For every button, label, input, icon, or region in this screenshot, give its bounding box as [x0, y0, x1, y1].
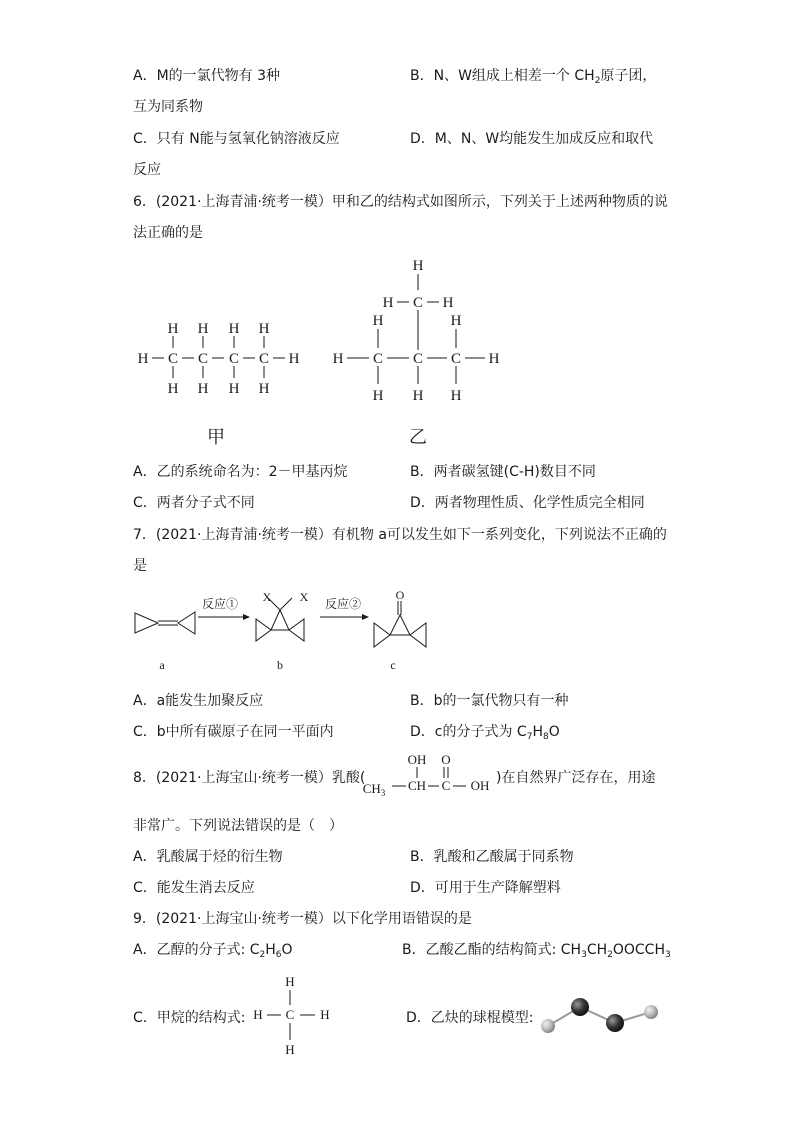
- butane-structure: [138, 321, 300, 397]
- compound-c: [374, 601, 426, 647]
- atom-h: H: [167, 381, 179, 397]
- q9-option-b-sub-2: 2: [607, 950, 613, 960]
- compound-b: [256, 598, 304, 641]
- atom-h: H: [382, 295, 394, 311]
- oh-label: OH: [407, 752, 427, 767]
- q5-option-b-wrap: 互为同系物: [133, 99, 203, 115]
- atom-c: C: [450, 351, 462, 367]
- ch3-subscript: 3: [380, 788, 386, 798]
- q6-option-a: A．乙的系统命名为：2－甲基丙烷: [133, 464, 348, 480]
- q7-option-a: A．a能发生加聚反应: [133, 693, 264, 709]
- ch3-label: [363, 781, 386, 798]
- ch-label: CH: [407, 778, 427, 793]
- atom-h: H: [285, 974, 295, 989]
- q7-option-b: B．b的一氯代物只有一种: [410, 693, 569, 709]
- q7-option-c: C．b中所有碳原子在同一平面内: [133, 724, 334, 740]
- atom-h: H: [288, 351, 300, 367]
- oh-label: OH: [470, 778, 490, 793]
- q9-option-b-sub-1: 3: [581, 950, 587, 960]
- q9-option-a: [133, 941, 293, 964]
- reaction-1-label: 反应①: [201, 597, 239, 611]
- q9-option-b-text-mid-1: CH: [586, 942, 608, 958]
- q9-option-b-text-mid-2: OOCCH: [612, 942, 665, 958]
- reaction-2-label: 反应②: [324, 597, 362, 611]
- q6-option-b: B．两者碳氢键(C-H)数目不同: [410, 464, 596, 480]
- hydrogen-ball: [644, 1005, 658, 1019]
- q5-option-b-text-1: B．N、W组成上相差一个 CH: [410, 68, 595, 84]
- atom-h: H: [488, 351, 500, 367]
- q9-stem: 9．(2021·上海宝山·统考一模）以下化学用语错误的是: [133, 911, 472, 927]
- ch3-text: CH: [362, 781, 381, 796]
- atom-h: H: [137, 351, 149, 367]
- q7-option-d-text-mid: H: [532, 724, 543, 740]
- q5-option-c: C．只有 N能与氢氧化钠溶液反应: [133, 131, 340, 147]
- q9-option-a-text-mid: H: [265, 942, 276, 958]
- lactic-acid-structure: [358, 750, 498, 800]
- atom-c: C: [285, 1007, 295, 1022]
- atom-h: H: [253, 1007, 263, 1022]
- q6-structure-figure: [0, 250, 794, 480]
- label-jia: 甲: [207, 427, 225, 447]
- x-label: X: [299, 590, 309, 604]
- atom-c: C: [372, 351, 384, 367]
- q5-option-b: [410, 67, 656, 90]
- atom-h: H: [228, 381, 240, 397]
- isobutane-structure: [333, 258, 500, 404]
- x-label: X: [262, 590, 272, 604]
- q5-option-d: D．M、N、W均能发生加成反应和取代: [410, 131, 654, 147]
- atom-h: H: [442, 295, 454, 311]
- atom-c: C: [228, 351, 240, 367]
- c-label: C: [441, 778, 451, 793]
- atom-c: C: [412, 351, 424, 367]
- atom-h: H: [228, 321, 240, 337]
- label-c: c: [390, 658, 396, 672]
- q9-option-b: [402, 941, 671, 964]
- atom-h: H: [197, 381, 209, 397]
- q7-option-d-sub-1: 7: [526, 732, 533, 742]
- atom-h: H: [197, 321, 209, 337]
- q9-option-a-text-2: O: [281, 942, 293, 958]
- atom-h: H: [372, 388, 384, 404]
- q8-option-a: A．乳酸属于烃的衍生物: [133, 849, 283, 865]
- atom-h: H: [412, 388, 424, 404]
- q7-option-d-sub-2: 8: [542, 732, 549, 742]
- atom-h: H: [450, 313, 462, 329]
- atom-h: H: [372, 313, 384, 329]
- q7-option-d-text-1: D．c的分子式为 C: [410, 724, 527, 740]
- q8-stem-pre: 8．(2021·上海宝山·统考一模）乳酸(: [133, 770, 366, 786]
- q8-stem-line-2: 非常广。下列说法错误的是（ ）: [133, 818, 343, 834]
- q9-option-a-sub-2: 6: [275, 950, 282, 960]
- q8-option-b: B．乳酸和乙酸属于同系物: [410, 849, 574, 865]
- carbon-ball: [606, 1014, 624, 1032]
- label-b: b: [277, 658, 283, 672]
- q7-reaction-scheme: [0, 585, 794, 675]
- q5-option-d-wrap: 反应: [133, 162, 161, 178]
- q7-option-d: [410, 723, 560, 746]
- q5-option-b-text-2: 原子团，: [600, 68, 657, 84]
- methane-structure: [246, 972, 336, 1062]
- atom-h: H: [412, 258, 424, 274]
- hydrogen-ball: [541, 1019, 555, 1033]
- atom-h: H: [332, 351, 344, 367]
- q8-option-d: D．可用于生产降解塑料: [410, 880, 561, 896]
- q9-option-b-text-1: B．乙酸乙酯的结构简式: CH: [402, 942, 582, 958]
- q8-option-c: C．能发生消去反应: [133, 880, 255, 896]
- carbon-ball: [571, 998, 589, 1016]
- q9-option-a-text-1: A．乙醇的分子式: C: [133, 942, 260, 958]
- q9-option-b-sub-3: 3: [664, 950, 671, 960]
- atom-h: H: [450, 388, 462, 404]
- q9-option-c: C．甲烷的结构式:: [133, 1010, 246, 1026]
- atom-h: H: [258, 321, 270, 337]
- q7-option-d-text-2: O: [548, 724, 560, 740]
- q9-option-a-sub-1: 2: [259, 950, 266, 960]
- atom-h: H: [285, 1042, 295, 1057]
- atom-c: C: [258, 351, 270, 367]
- q6-stem-line-1: 6．(2021·上海青浦·统考一模）甲和乙的结构式如图所示，下列关于上述两种物质的说: [133, 194, 668, 210]
- acetylene-ball-stick-model: [538, 995, 668, 1045]
- compound-a: [135, 612, 195, 634]
- q6-option-d: D．两者物理性质、化学性质完全相同: [410, 495, 645, 511]
- atom-c: C: [412, 295, 424, 311]
- o-label: O: [395, 588, 405, 602]
- o-label: O: [441, 752, 451, 767]
- label-yi: 乙: [409, 427, 427, 447]
- q6-stem-line-2: 法正确的是: [133, 225, 203, 241]
- atom-c: C: [167, 351, 179, 367]
- atom-h: H: [258, 381, 270, 397]
- q5-option-a: A．M的一氯代物有 3种: [133, 68, 281, 84]
- q5-option-b-subscript: 2: [594, 76, 601, 86]
- atom-c: C: [197, 351, 209, 367]
- q9-option-d: D．乙炔的球棍模型:: [406, 1010, 534, 1026]
- q7-stem-line-2: 是: [133, 558, 147, 574]
- label-a: a: [159, 658, 165, 672]
- q6-option-c: C．两者分子式不同: [133, 495, 255, 511]
- q8-stem-post: )在自然界广泛存在，用途: [496, 770, 656, 786]
- atom-h: H: [320, 1007, 330, 1022]
- q7-stem-line-1: 7．(2021·上海青浦·统考一模）有机物 a可以发生如下一系列变化，下列说法不正确的: [133, 527, 667, 543]
- atom-h: H: [167, 321, 179, 337]
